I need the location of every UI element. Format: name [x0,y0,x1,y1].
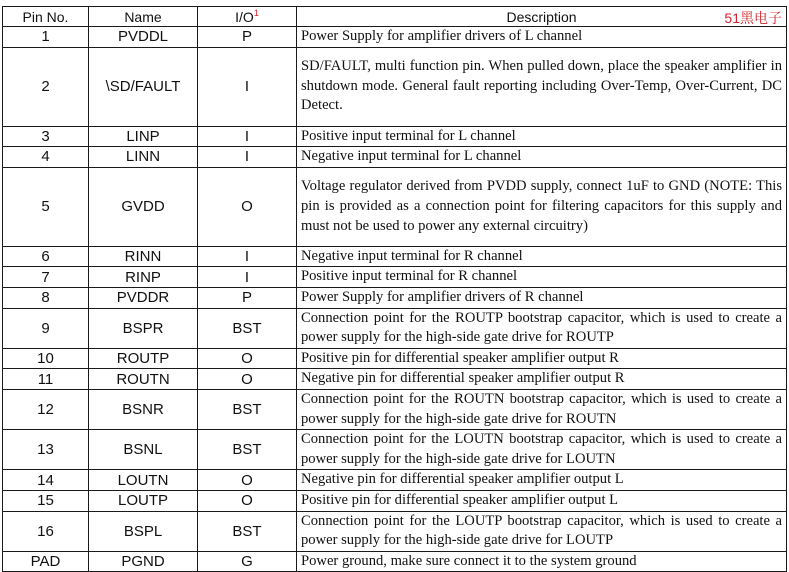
header-io-label: I/O [235,9,254,25]
pin-description: Connection point for the ROUTN bootstrap capacitor, which is used to create a power supply for the high-side gate drive for ROUTN [297,389,787,429]
pin-number: 2 [3,47,89,126]
pin-description: Connection point for the LOUTN bootstrap capacitor, which is used to create a power supply for the high-side gate drive for LOUTN [297,430,787,470]
pin-name: \SD/FAULT [89,47,198,126]
pin-number: 15 [3,490,89,511]
pin-number: 13 [3,430,89,470]
header-io [198,7,297,27]
pin-number: 7 [3,267,89,288]
pin-number: PAD [3,551,89,572]
pin-description: Power ground, make sure connect it to the system ground [297,551,787,572]
pin-io-type: P [198,27,297,48]
pin-name: BSPL [89,511,198,551]
header-name: Name [89,7,198,27]
pin-description: Positive input terminal for R channel [297,267,787,288]
pin-description: Positive pin for differential speaker amplifier output R [297,348,787,369]
pin-io-type: O [198,167,297,246]
pin-name: PVDDR [89,287,198,308]
table-row [3,470,787,491]
pin-io-type: O [198,490,297,511]
table-row [3,246,787,267]
pin-description: Voltage regulator derived from PVDD supply, connect 1uF to GND (NOTE: This pin is provided as a connection point for filtering capacitors for this supply and must not be used to power any external circuitry) [297,167,787,246]
pin-number: 12 [3,389,89,429]
pin-name: ROUTP [89,348,198,369]
header-description [297,7,787,27]
table-row [3,348,787,369]
pin-description: Negative pin for differential speaker amplifier output L [297,470,787,491]
pin-io-type: I [198,147,297,168]
pin-name: RINP [89,267,198,288]
pin-io-type: I [198,246,297,267]
pin-number: 1 [3,27,89,48]
header-io-footnote: 1 [253,8,259,18]
pin-number: 14 [3,470,89,491]
pin-io-type: G [198,551,297,572]
table-row [3,430,787,470]
table-row [3,267,787,288]
pin-description: Positive input terminal for L channel [297,126,787,147]
pin-io-type: P [198,287,297,308]
pin-number: 9 [3,308,89,348]
table-row [3,511,787,551]
pin-name: ROUTN [89,369,198,390]
pin-name: RINN [89,246,198,267]
pin-name: BSNR [89,389,198,429]
pin-number: 4 [3,147,89,168]
table-row [3,369,787,390]
table-row [3,27,787,48]
pin-name: LOUTP [89,490,198,511]
pin-description: Negative input terminal for L channel [297,147,787,168]
pin-description: Positive pin for differential speaker amplifier output L [297,490,787,511]
pin-number: 8 [3,287,89,308]
pin-number: 6 [3,246,89,267]
pin-io-type: O [198,470,297,491]
pin-name: BSNL [89,430,198,470]
pin-name: GVDD [89,167,198,246]
pin-description: Negative pin for differential speaker amplifier output R [297,369,787,390]
pin-description: SD/FAULT, multi function pin. When pulled down, place the speaker amplifier in shutdown mode. General fault reporting including Over-Temp, Over-Current, DC Detect. [297,47,787,126]
pin-description: Negative input terminal for R channel [297,246,787,267]
pin-io-type: I [198,47,297,126]
table-row [3,167,787,246]
pin-name: LINN [89,147,198,168]
pin-io-type: BST [198,308,297,348]
header-pin-no: Pin No. [3,7,89,27]
table-row [3,126,787,147]
pin-io-type: O [198,369,297,390]
table-row [3,389,787,429]
pin-description-table [2,6,787,572]
table-row [3,287,787,308]
pin-io-type: BST [198,430,297,470]
pin-number: 16 [3,511,89,551]
pin-io-type: BST [198,511,297,551]
table-row [3,490,787,511]
table-header-row [3,7,787,27]
pin-number: 10 [3,348,89,369]
pin-description: Connection point for the ROUTP bootstrap capacitor, which is used to create a power supply for the high-side gate drive for ROUTP [297,308,787,348]
pin-io-type: O [198,348,297,369]
pin-name: PGND [89,551,198,572]
header-description-label: Description [506,8,577,25]
pin-description: Connection point for the LOUTP bootstrap capacitor, which is used to create a power supply for the high-side gate drive for LOUTP [297,511,787,551]
pin-io-type: I [198,126,297,147]
table-row [3,147,787,168]
pin-number: 3 [3,126,89,147]
table-row [3,551,787,572]
pin-name: LINP [89,126,198,147]
table-row [3,308,787,348]
pin-number: 5 [3,167,89,246]
pin-name: BSPR [89,308,198,348]
pin-number: 11 [3,369,89,390]
table-row [3,47,787,126]
pin-description: Power Supply for amplifier drivers of L channel [297,27,787,48]
watermark-label: 51黑电子 [724,10,782,26]
pin-io-type: BST [198,389,297,429]
pin-name: LOUTN [89,470,198,491]
pin-io-type: I [198,267,297,288]
pin-name: PVDDL [89,27,198,48]
pin-description: Power Supply for amplifier drivers of R channel [297,287,787,308]
